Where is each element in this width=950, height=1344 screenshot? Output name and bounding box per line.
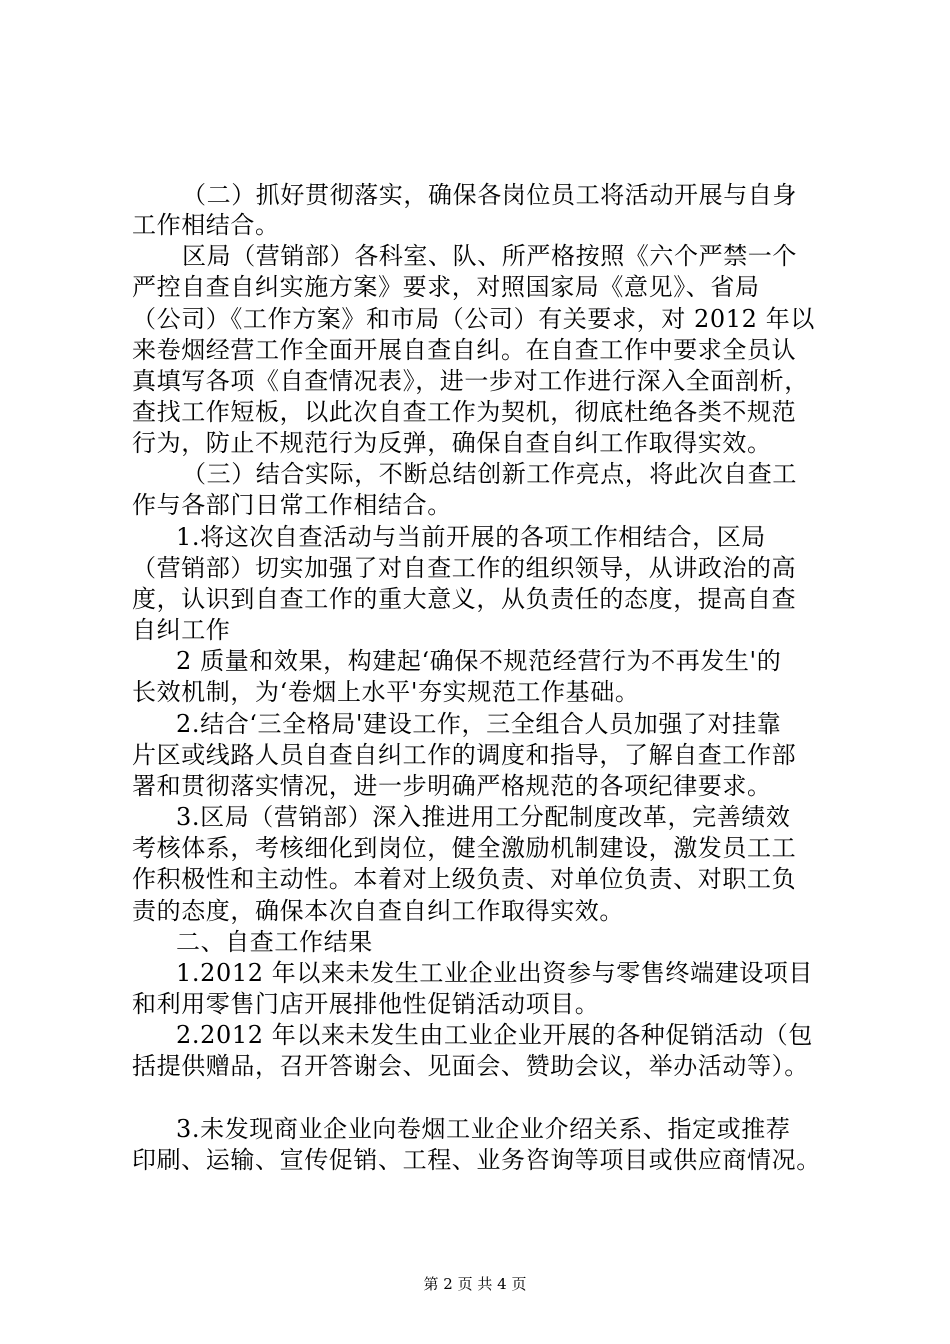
text-line: 署和贯彻落实情况，进一步明确严格规范的各项纪律要求。 [132,772,772,800]
text-line: 长效机制，为‘卷烟上水平'夯实规范工作基础。 [132,678,640,706]
page-number: 第 2 页 共 4 页 [423,1275,527,1293]
text-line: 责的态度，确保本次自查自纠工作取得实效。 [132,897,624,925]
text-line: 1.将这次自查活动与当前开展的各项工作相结合，区局 [176,523,766,551]
text-line: 严控自查自纠实施方案》要求，对照国家局《意见》、省局 [132,273,760,301]
text-line: 括提供赠品，召开答谢会、见面会、赞助会议，举办活动等）。 [132,1052,809,1080]
text-line: 片区或线路人员自查自纠工作的调度和指导，了解自查工作部 [132,741,797,769]
text-line: 工作相结合。 [132,211,280,239]
text-line: （二）抓好贯彻落实，确保各岗位员工将活动开展与自身 [182,181,797,209]
text-line: （公司）《工作方案》和市局（公司）有关要求，对 2012 年以 [132,305,815,333]
text-line: 作积极性和主动性。本着对上级负责、对单位负责、对职工负 [132,865,797,893]
text-line: 度，认识到自查工作的重大意义，从负责任的态度，提高自查 [132,585,797,613]
text-line: 考核体系，考核细化到岗位，健全激励机制建设，激发员工工 [132,834,797,862]
text-line: 2 质量和效果，构建起‘确保不规范经营行为不再发生'的 [176,647,782,675]
text-line: 来卷烟经营工作全面开展自查自纠。在自查工作中要求全员认 [132,336,797,364]
text-line: 真填写各项《自查情况表》，进一步对工作进行深入全面剖析， [132,367,809,395]
text-line: 查找工作短板，以此次自查工作为契机，彻底杜绝各类不规范 [132,398,797,426]
text-line: 2.2012 年以来未发生由工业企业开展的各种促销活动（包 [176,1021,814,1049]
text-line: 和利用零售门店开展排他性促销活动项目。 [132,990,600,1018]
section-heading: 二、自查工作结果 [176,928,373,956]
text-line: 区局（营销部）各科室、队、所严格按照《六个严禁一个 [182,242,797,270]
text-line: 自纠工作 [132,616,231,644]
text-line: 作与各部门日常工作相结合。 [132,491,452,519]
text-line: 2.结合‘三全格局'建设工作，三全组合人员加强了对挂靠 [176,710,782,738]
text-line: 印刷、运输、宣传促销、工程、业务咨询等项目或供应商情况。 [132,1146,821,1174]
text-line: 3.区局（营销部）深入推进用工分配制度改革，完善绩效 [176,803,791,831]
text-line: （营销部）切实加强了对自查工作的组织领导，从讲政治的高 [132,554,797,582]
text-line: 行为，防止不规范行为反弹，确保自查自纠工作取得实效。 [132,429,772,457]
text-line: 1.2012 年以来未发生工业企业出资参与零售终端建设项目 [176,959,814,987]
text-line: （三）结合实际，不断总结创新工作亮点，将此次自查工 [182,460,797,488]
text-line: 3.未发现商业企业向卷烟工业企业介绍关系、指定或推荐 [176,1115,791,1143]
